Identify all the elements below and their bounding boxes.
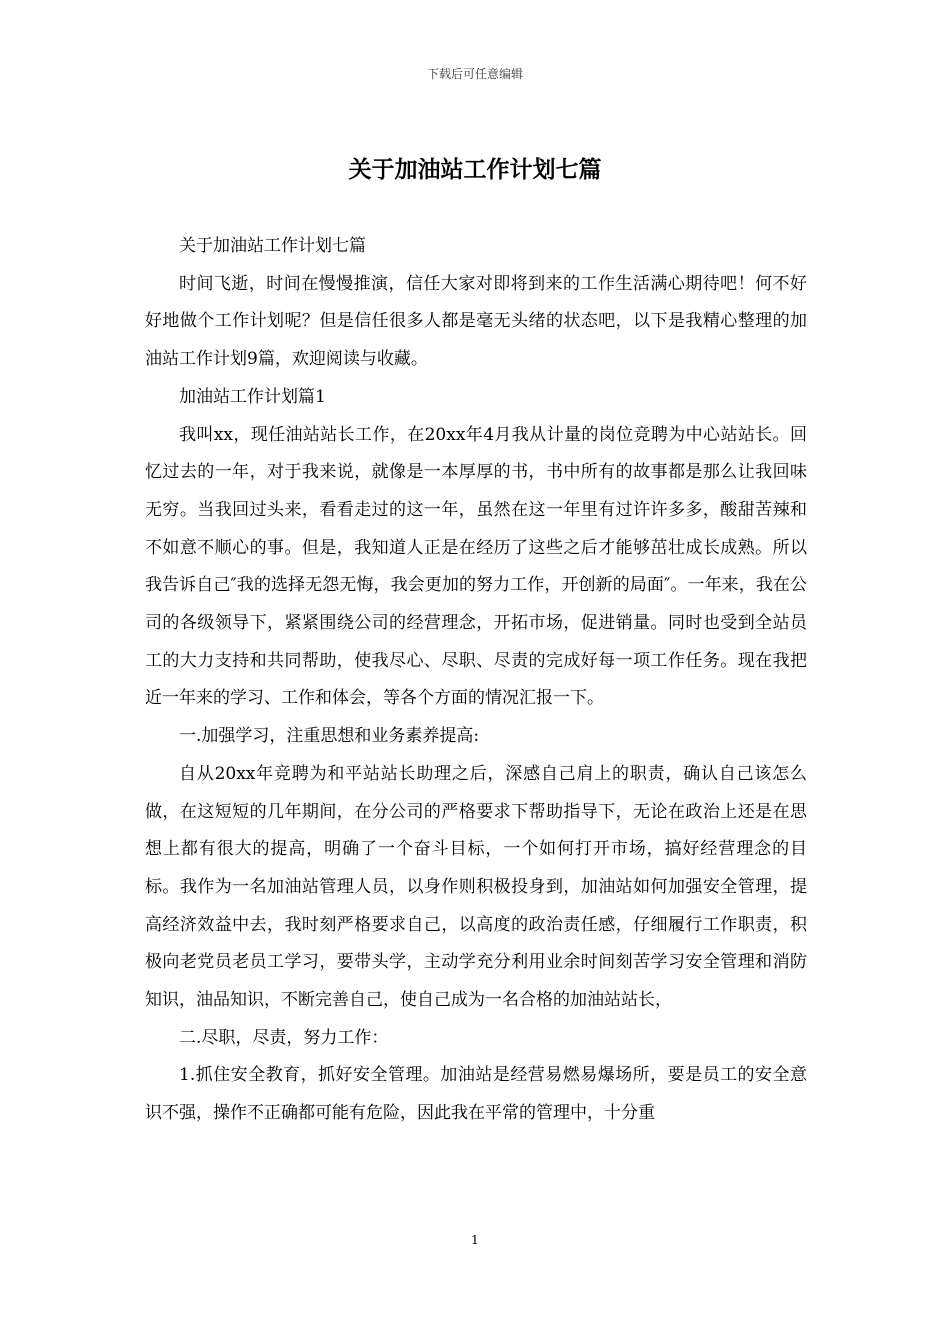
body-paragraph: 1.抓住安全教育，抓好安全管理。加油站是经营易燃易爆场所，要是员工的安全意识不强，操作不正确都可能有危险，因此我在平常的管理中，十分重 [145, 1065, 807, 1124]
intro-paragraph: 时间飞逝，时间在慢慢推演，信任大家对即将到来的工作生活满心期待吧！何不好好地做个工作计划呢？但是信任很多人都是毫无头绪的状态吧，以下是我精心整理的加油站工作计划9篇，欢迎阅读与收藏。 [145, 273, 807, 370]
body-paragraph: 我叫xx，现任油站站长工作，在20xx年4月我从计量的岗位竞聘为中心站站长。回忆过去的一年，对于我来说，就像是一本厚厚的书，书中所有的故事都是那么让我回味无穷。当我回过头来，看看走过的这一年，虽然在这一年里有过许许多多，酸甜苦辣和不如意不顺心的事。但是，我知道人正是在经历了这些之后才能够茁壮成长成熟。所以我告诉自己″我的选择无怨无悔，我会更加的努力工作，开创新的局面″。一年来，我在公司的各级领导下，紧紧围绕公司的经营理念，开拓市场，促进销量。同时也受到全站员工的大力支持和共同帮助，使我尽心、尽职、尽责的完成好每一项工作任务。现在我把近一年来的学习、工作和体会，等各个方面的情况汇报一下。 [145, 424, 807, 709]
section-heading: 加油站工作计划篇1 [179, 386, 326, 407]
subtitle-paragraph: 关于加油站工作计划七篇 [179, 236, 366, 256]
document-title: 关于加油站工作计划七篇 [348, 156, 602, 183]
section-heading: 二.尽职，尽责，努力工作： [179, 1027, 389, 1048]
header-note: 下载后可任意编辑 [426, 67, 523, 81]
section-heading: 一.加强学习，注重思想和业务素养提高: [179, 726, 480, 747]
body-paragraph: 自从20xx年竞聘为和平站站长助理之后，深感自己肩上的职责，确认自己该怎么做，在这短短的几年期间，在分公司的严格要求下帮助指导下，无论在政治上还是在思想上都有很大的提高，明确了一个奋斗目标，一个如何打开市场，搞好经营理念的目标。我作为一名加油站管理人员，以身作则积极投身到，加油站如何加强安全管理，提高经济效益中去，我时刻严格要求自己，以高度的政治责任感，仔细履行工作职责，积极向老党员老员工学习，要带头学，主动学充分利用业余时间刻苦学习安全管理和消防知识，油品知识，不断完善自己，使自己成为一名合格的加油站站长， [145, 763, 807, 1011]
page-number: 1 [471, 1233, 479, 1247]
document-body [145, 228, 807, 1133]
